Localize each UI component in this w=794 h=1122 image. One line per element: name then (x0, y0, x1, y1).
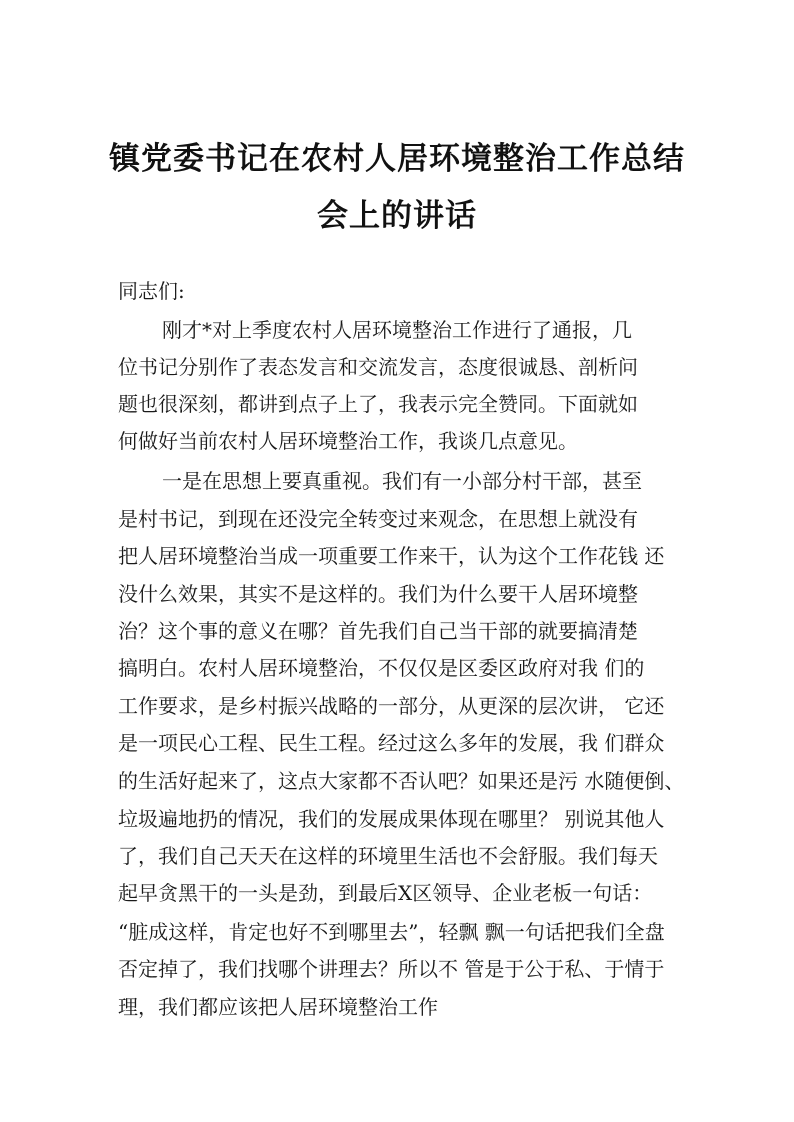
body-line: 工作要求，是乡村振兴战略的一部分，从更深的层次讲， 它还 (118, 694, 665, 718)
document-title-line-1: 镇党委书记在农村人居环境整治工作总结 (109, 141, 685, 177)
salutation: 同志们: (118, 279, 185, 303)
body-line: 垃圾遍地扔的情况，我们的发展成果体现在哪里？ 别说其他人 (118, 807, 665, 831)
body-line: 治？这个事的意义在哪？首先我们自己当干部的就要搞清楚 (118, 619, 638, 643)
body-line: 刚才*对上季度农村人居环境整治工作进行了通报，几 (162, 318, 632, 342)
body-line: 没什么效果，其实不是这样的。我们为什么要干人居环境整 (118, 582, 638, 606)
body-line: 否定掉了，我们找哪个讲理去？所以不 管是于公于私、于情于 (118, 957, 665, 981)
document-title-line-2: 会上的讲话 (317, 198, 477, 234)
body-line: 理，我们都应该把人居环境整治工作 (118, 995, 438, 1019)
body-line: 是村书记，到现在还没完全转变过来观念，在思想上就没有 (118, 507, 638, 531)
body-line: “脏成这样，肯定也好不到哪里去”，轻飘 飘一句话把我们全盘 (118, 920, 665, 944)
body-line: 是一项民心工程、民生工程。经过这么多年的发展，我 们群众 (118, 731, 665, 755)
body-line: 的生活好起来了，这点大家都不否认吧？如果还是污 水随便倒、 (118, 769, 685, 793)
body-line: 一是在思想上要真重视。我们有一小部分村干部，甚至 (162, 469, 642, 493)
body-line: 把人居环境整治当成一项重要工作来干，认为这个工作花钱 还 (118, 544, 665, 568)
body-line: 起早贪黑干的一头是劲，到最后X区领导、企业老板一句话： (118, 881, 653, 905)
body-line: 搞明白。农村人居环境整治，不仅仅是区委区政府对我 们的 (118, 656, 645, 680)
body-line: 何做好当前农村人居环境整治工作，我谈几点意见。 (118, 429, 578, 453)
body-line: 位书记分别作了表态发言和交流发言，态度很诚恳、剖析问 (118, 355, 638, 379)
body-line: 了，我们自己天天在这样的环境里生活也不会舒服。我们每天 (118, 844, 658, 868)
body-line: 题也很深刻，都讲到点子上了，我表示完全赞同。下面就如 (118, 392, 638, 416)
